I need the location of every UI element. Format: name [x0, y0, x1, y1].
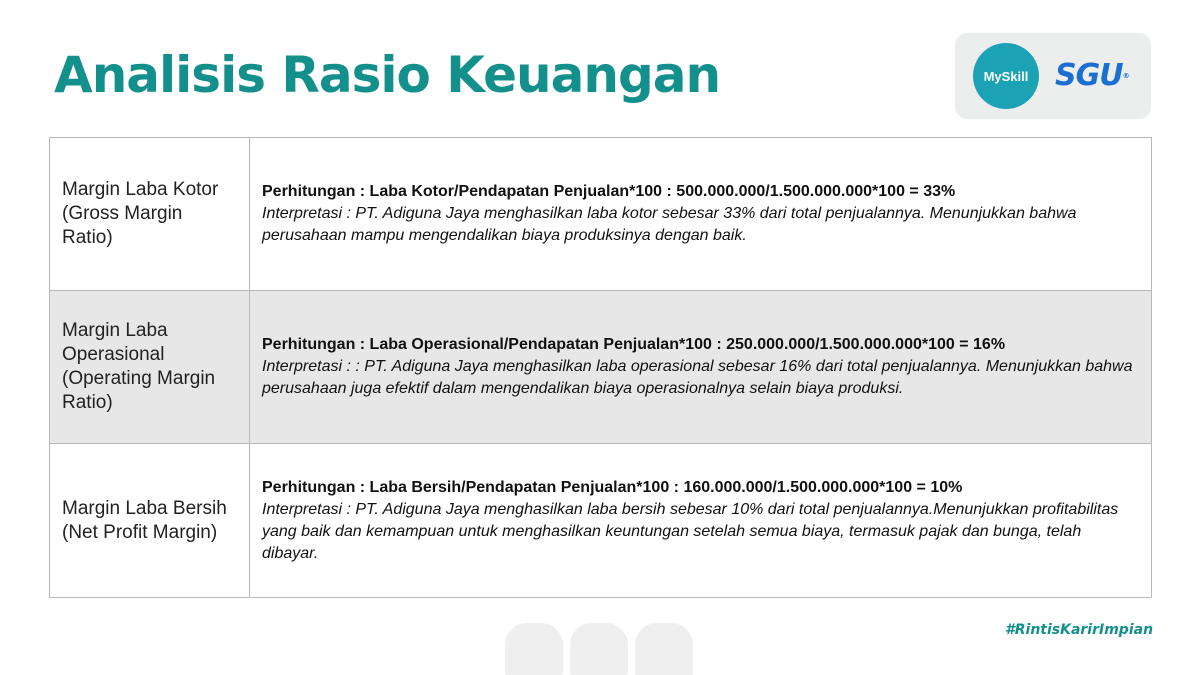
sgu-logo — [1055, 58, 1129, 93]
ratio-table — [49, 137, 1152, 598]
calculation-text: Perhitungan : Laba Kotor/Pendapatan Penjualan*100 : 500.000.000/1.500.000.000*100 = 33% — [262, 183, 956, 200]
myskill-logo — [973, 43, 1039, 109]
interpretation-text: Interpretasi : PT. Adiguna Jaya menghasilkan laba bersih sebesar 10% dari total penjualannya.Menunjukkan profitabilitas yang baik dan kemampuan untuk menghasilkan keuntungan setelah semua biaya, termasuk pajak dan bunga, telah dibayar. — [262, 500, 1119, 562]
ratio-detail — [250, 138, 1152, 291]
table-row — [50, 291, 1152, 444]
myskill-logo-text: MySkill — [983, 68, 1029, 84]
sgu-logo-text: SGU — [1055, 58, 1123, 93]
interpretation-text: Interpretasi : : PT. Adiguna Jaya menghasilkan laba operasional sebesar 16% dari total penjualannya. Menunjukkan bahwa perusahaan juga efektif dalam mengendalikan biaya operasionalnya selain biaya produksi. — [262, 358, 1133, 397]
ratio-detail — [250, 291, 1152, 444]
calculation-text: Perhitungan : Laba Bersih/Pendapatan Penjualan*100 : 160.000.000/1.500.000.000*100 = 10% — [262, 478, 963, 496]
interpretation-text: Interpretasi : PT. Adiguna Jaya menghasilkan laba kotor sebesar 33% dari total penjualannya. Menunjukkan bahwa perusahaan mampu mengendalikan biaya produksinya dengan baik. — [262, 205, 1077, 244]
ratio-name: Margin Laba Bersih (Net Profit Margin) — [50, 444, 250, 598]
ratio-name: Margin Laba Kotor (Gross Margin Ratio) — [50, 138, 250, 291]
decorative-tab — [570, 623, 628, 675]
logo-panel — [955, 33, 1151, 119]
registered-mark: ® — [1122, 72, 1129, 80]
decorative-tab — [505, 623, 563, 675]
hashtag: #RintisKarirImpian — [1005, 622, 1154, 638]
ratio-detail — [250, 444, 1152, 598]
ratio-name: Margin Laba Operasional (Operating Margin Ratio) — [50, 291, 250, 444]
table-row — [50, 444, 1152, 598]
table-row — [50, 138, 1152, 291]
calculation-text: Perhitungan : Laba Operasional/Pendapatan Penjualan*100 : 250.000.000/1.500.000.000*100 = 16% — [262, 336, 1006, 353]
page-title: Analisis Rasio Keuangan — [54, 46, 721, 104]
decorative-tab — [635, 623, 693, 675]
